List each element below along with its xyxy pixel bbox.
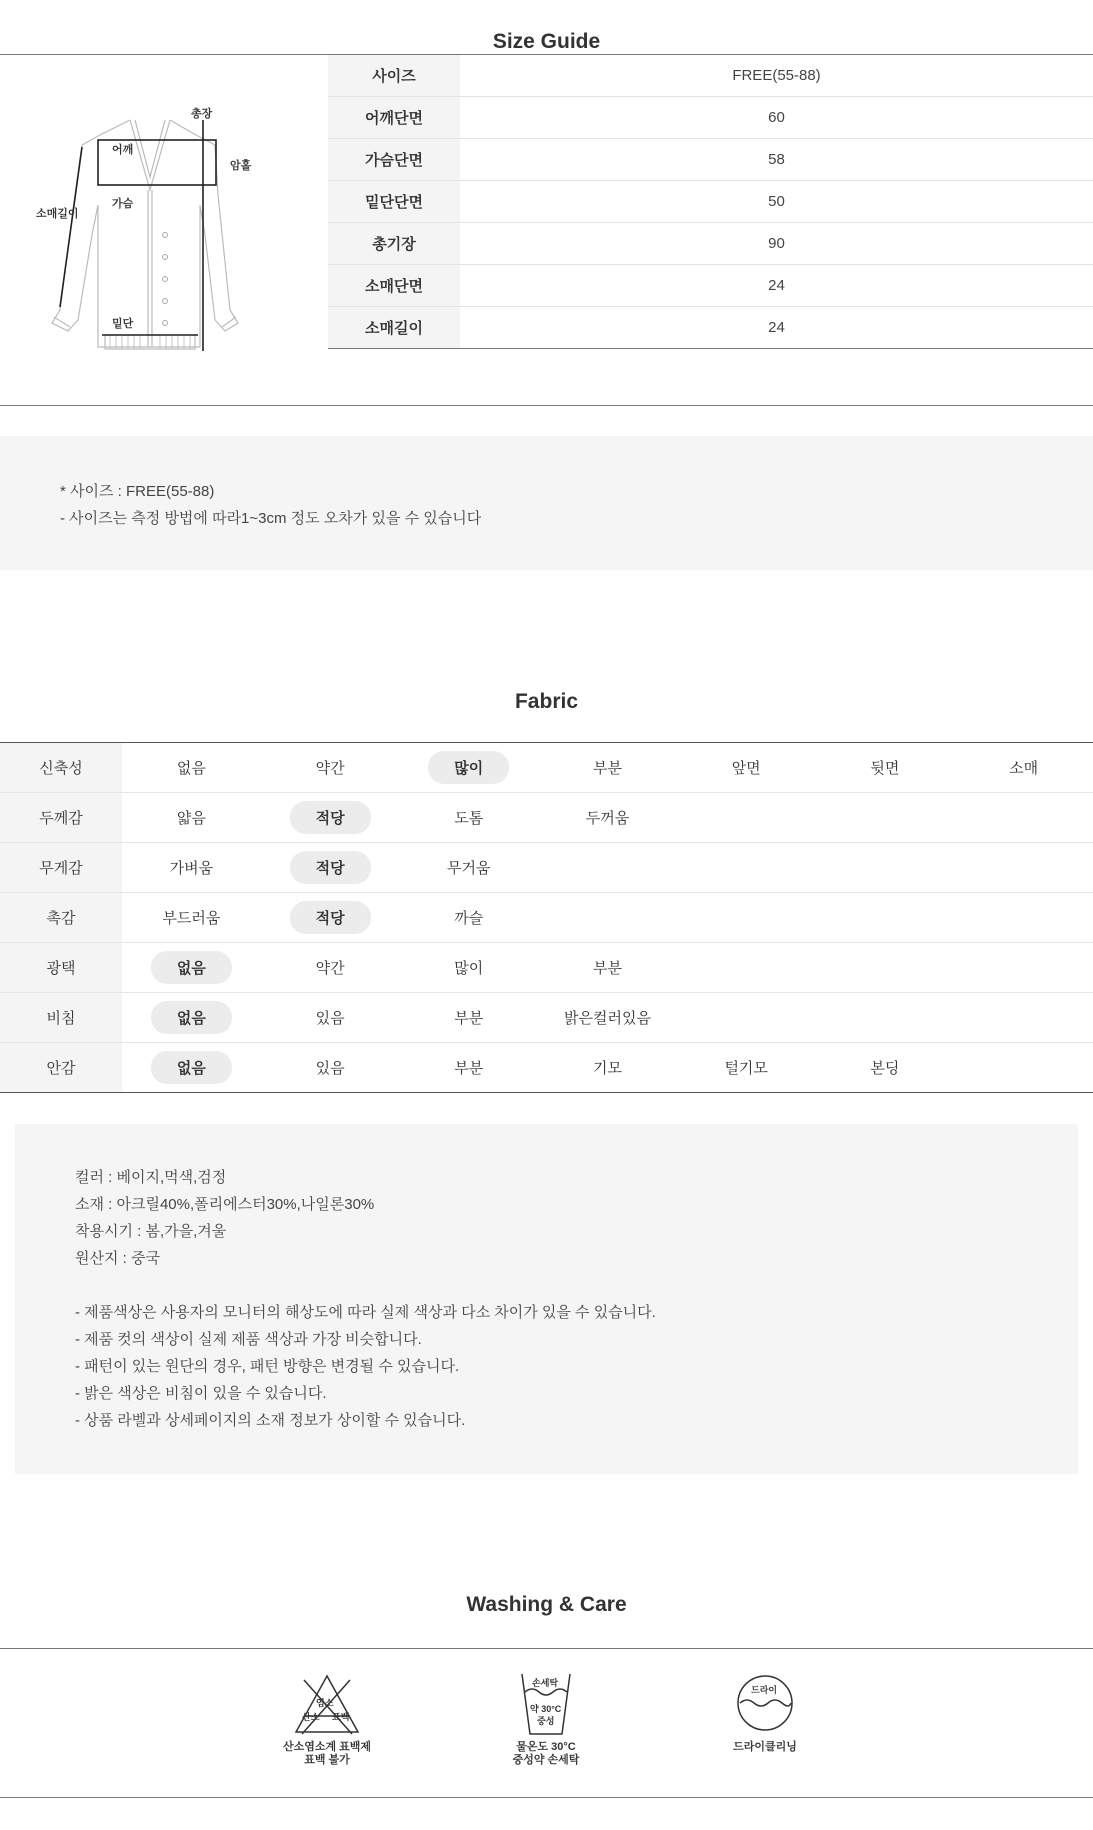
cardigan-sketch-icon <box>20 95 300 365</box>
dry-clean-caption <box>705 1741 825 1754</box>
size-label: 어깨단면 <box>328 97 460 139</box>
fabric-row-label: 촉감 <box>0 893 122 943</box>
fabric-option-selected: 적당 <box>290 801 371 834</box>
size-label: 가슴단면 <box>328 139 460 181</box>
hand-wash-icon <box>518 1670 574 1738</box>
size-value: 90 <box>460 223 1093 265</box>
fabric-title: Fabric <box>514 690 579 713</box>
washing-title: Washing & Care <box>466 1593 627 1616</box>
fabric-option: 있음 <box>315 1060 345 1077</box>
fabric-option: 있음 <box>315 1010 345 1027</box>
fabric-option-selected: 없음 <box>151 1001 232 1034</box>
caption-line: 산소염소계 표백제 <box>282 1741 372 1753</box>
bleach-inner-1: 염소 <box>316 1698 334 1708</box>
fabric-option: 부분 <box>592 760 622 777</box>
fabric-option-selected: 적당 <box>290 851 371 884</box>
fabric-option: 없음 <box>176 760 206 777</box>
diagram-label-sleeve-length: 소매길이 <box>36 208 79 220</box>
caption-line: 드라이클리닝 <box>733 1741 797 1753</box>
handwash-inner-3: 중성 <box>537 1716 555 1726</box>
fabric-option: 도톰 <box>454 810 484 827</box>
fabric-option: 까슬 <box>454 910 484 927</box>
size-notes <box>0 436 1093 570</box>
divider <box>0 1797 1093 1798</box>
fabric-row-label: 무게감 <box>0 843 122 893</box>
size-value: 24 <box>460 307 1093 349</box>
fabric-option-selected: 없음 <box>151 1051 232 1084</box>
size-label: 밑단단면 <box>328 181 460 223</box>
fabric-row-label: 광택 <box>0 943 122 993</box>
fabric-option: 밝은컬러있음 <box>564 1010 651 1027</box>
caption-line: 물온도 30°C <box>516 1741 576 1753</box>
fabric-row <box>0 743 1093 793</box>
info-line: 원산지 : 중국 <box>75 1250 160 1267</box>
fabric-table <box>0 743 1093 1093</box>
fabric-row-label: 비침 <box>0 993 122 1043</box>
fabric-option: 부분 <box>454 1060 484 1077</box>
fabric-option: 소매 <box>1009 760 1039 777</box>
fabric-option: 부드러움 <box>162 910 221 927</box>
divider <box>0 1648 1093 1649</box>
size-table <box>328 55 1093 349</box>
fabric-option: 많이 <box>454 960 484 977</box>
info-line: - 밝은 색상은 비침이 있을 수 있습니다. <box>75 1385 327 1402</box>
fabric-row-label: 두께감 <box>0 793 122 843</box>
fabric-option: 부분 <box>454 1010 484 1027</box>
divider <box>0 405 1093 406</box>
cardigan-diagram <box>20 95 300 365</box>
size-value: FREE(55-88) <box>460 55 1093 97</box>
fabric-option: 가벼움 <box>169 860 214 877</box>
fabric-option: 본딩 <box>870 1060 900 1077</box>
size-label: 사이즈 <box>328 55 460 97</box>
info-line: - 상품 라벨과 상세페이지의 소재 정보가 상이할 수 있습니다. <box>75 1412 466 1429</box>
fabric-option: 두꺼움 <box>585 810 630 827</box>
fabric-row <box>0 993 1093 1043</box>
size-note: - 사이즈는 측정 방법에 따라1~3cm 정도 오차가 있을 수 있습니다 <box>60 510 482 527</box>
size-note: * 사이즈 : FREE(55-88) <box>60 483 215 500</box>
size-label: 소매단면 <box>328 265 460 307</box>
diagram-label-chest: 가슴 <box>112 198 134 210</box>
fabric-option: 부분 <box>592 960 622 977</box>
bleach-inner-2: 산소 <box>302 1712 320 1722</box>
table-row <box>328 307 1093 349</box>
handwash-inner-2: 약 30°C <box>530 1704 562 1714</box>
fabric-row-label: 신축성 <box>0 743 122 793</box>
fabric-option: 약간 <box>315 760 345 777</box>
info-line: - 패턴이 있는 원단의 경우, 패턴 방향은 변경될 수 있습니다. <box>75 1358 460 1375</box>
fabric-row <box>0 843 1093 893</box>
fabric-option: 앞면 <box>731 760 761 777</box>
size-label: 총기장 <box>328 223 460 265</box>
fabric-option: 털기모 <box>724 1060 768 1077</box>
diagram-label-armhole: 암홀 <box>230 160 252 172</box>
info-line: 컬러 : 베이지,먹색,검정 <box>75 1169 227 1186</box>
fabric-row <box>0 1043 1093 1093</box>
fabric-option: 뒷면 <box>870 760 900 777</box>
fabric-info <box>15 1124 1078 1474</box>
fabric-row-label: 안감 <box>0 1043 122 1093</box>
table-row <box>328 139 1093 181</box>
fabric-option-selected: 적당 <box>290 901 371 934</box>
diagram-label-total-length: 총장 <box>191 108 213 120</box>
fabric-row <box>0 793 1093 843</box>
handwash-inner-1: 손세탁 <box>532 1678 559 1688</box>
table-row <box>328 181 1093 223</box>
table-row <box>328 55 1093 97</box>
size-label: 소매길이 <box>328 307 460 349</box>
fabric-option-selected: 많이 <box>428 751 509 784</box>
fabric-option-selected: 없음 <box>151 951 232 984</box>
hand-wash-caption <box>486 1741 606 1767</box>
fabric-option: 무거움 <box>447 860 491 877</box>
fabric-row <box>0 943 1093 993</box>
fabric-row <box>0 893 1093 943</box>
table-row <box>328 223 1093 265</box>
info-line: 착용시기 : 봄,가을,겨울 <box>75 1223 227 1240</box>
dry-clean-icon <box>735 1673 795 1733</box>
info-line: - 제품 컷의 색상이 실제 제품 색상과 가장 비슷합니다. <box>75 1331 422 1348</box>
dryclean-inner: 드라이 <box>751 1685 778 1695</box>
size-guide-title: Size Guide <box>492 30 601 53</box>
fabric-option: 기모 <box>592 1060 622 1077</box>
diagram-label-shoulder: 어깨 <box>112 144 134 156</box>
table-row <box>328 97 1093 139</box>
info-line: 소재 : 아크릴40%,폴리에스터30%,나일론30% <box>75 1196 375 1213</box>
bleach-inner-3: 표백 <box>332 1712 350 1722</box>
size-value: 58 <box>460 139 1093 181</box>
info-line: - 제품색상은 사용자의 모니터의 해상도에 따라 실제 색상과 다소 차이가 있을 수 있습니다. <box>75 1304 656 1321</box>
caption-line: 중성약 손세탁 <box>512 1754 580 1766</box>
size-value: 50 <box>460 181 1093 223</box>
no-bleach-caption <box>267 1741 387 1767</box>
caption-line: 표백 불가 <box>304 1754 350 1766</box>
table-row <box>328 265 1093 307</box>
no-bleach-icon <box>292 1672 362 1738</box>
diagram-label-hem: 밑단 <box>112 318 134 330</box>
fabric-option: 약간 <box>315 960 345 977</box>
size-value: 60 <box>460 97 1093 139</box>
fabric-option: 얇음 <box>176 810 206 827</box>
size-value: 24 <box>460 265 1093 307</box>
